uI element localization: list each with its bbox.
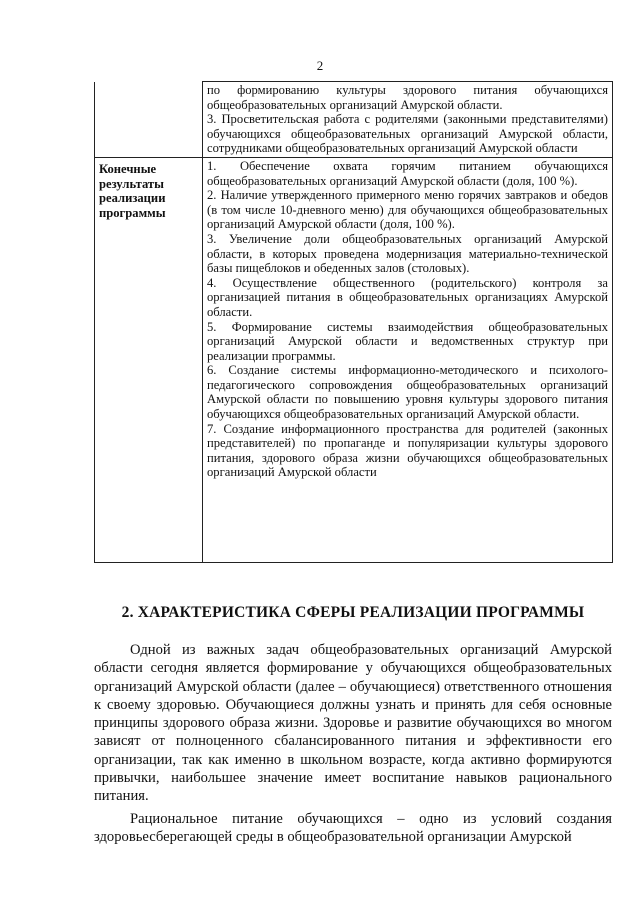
result-item: 5. Формирование системы взаимодействия общеобразовательных организаций Амурской области и ведомственных структур при реализации программы. — [207, 319, 608, 363]
table-row-continuation — [95, 82, 613, 158]
section-heading: 2. ХАРАКТЕРИСТИКА СФЕРЫ РЕАЛИЗАЦИИ ПРОГРАММЫ — [121, 604, 585, 621]
body-paragraph: Рациональное питание обучающихся – одно из условий создания здоровьесберегающей среды в общеобразовательной организации Амурской — [94, 810, 612, 845]
table-row-results — [95, 157, 613, 562]
result-item: 7. Создание информационного пространства для родителей (законных представителей) по пропаганде и популяризации культуры здорового питания, здорового образа жизни обучающихся общеобразовательных организаций Амурской области — [207, 421, 608, 480]
result-item: 2. Наличие утвержденного примерного меню горячих завтраков и обедов (в том числе 10-дневного меню) для обучающихся общеобразовательных организаций Амурской области (доля, 100 %). — [207, 188, 608, 232]
result-item: 4. Осуществление общественного (родительского) контроля за организацией питания в общеобразовательных организациях Амурской области. — [207, 275, 608, 319]
continuation-cell — [203, 82, 613, 158]
page-number: 2 — [316, 58, 324, 73]
empty-label-cell — [95, 82, 203, 158]
result-item: 6. Создание системы информационно-методического и психолого-педагогического сопровождения общеобразовательных организаций Амурской области по повышению уровня культуры здорового питания обучающихся общеобразовательных организаций Амурской области. — [207, 363, 608, 422]
program-passport-table — [94, 81, 613, 563]
result-item: 3. Увеличение доли общеобразовательных организаций Амурской области, в которых проведена модернизация материально-технической базы пищеблоков и обеденных залов (столовых). — [207, 231, 608, 276]
result-item: 1. Обеспечение охвата горячим питанием обучающихся общеобразовательных организаций Амурской области (доля, 100 %). — [207, 158, 608, 188]
results-cell — [203, 157, 613, 562]
continuation-line: по формированию культуры здорового питания обучающихся общеобразовательных организаций Амурской области. — [207, 83, 608, 112]
continuation-line: 3. Просветительская работа с родителями (законными представителями) обучающихся общеобразовательных организаций Амурской области, сотрудниками общеобразовательных организаций Амурской области — [207, 112, 608, 156]
results-label: Конечные результаты реализации программы — [95, 157, 203, 562]
body-paragraph: Одной из важных задач общеобразовательных организаций Амурской области сегодня является формирование у обучающихся общеобразовательных организаций Амурской области (далее – обучающиеся) ответственного отношения к своему здоровью. Обучающиеся должны узнать и принять для себя основные принципы здорового образа жизни. Здоровье и развитие обучающихся во многом зависят от полноценного сбалансированного питания и эффективности его организации, так как именно в школьном возрасте, когда активно формируются привычки, наибольшее значение имеет воспитание навыков рационального питания. — [94, 642, 612, 805]
section-body — [94, 641, 612, 850]
